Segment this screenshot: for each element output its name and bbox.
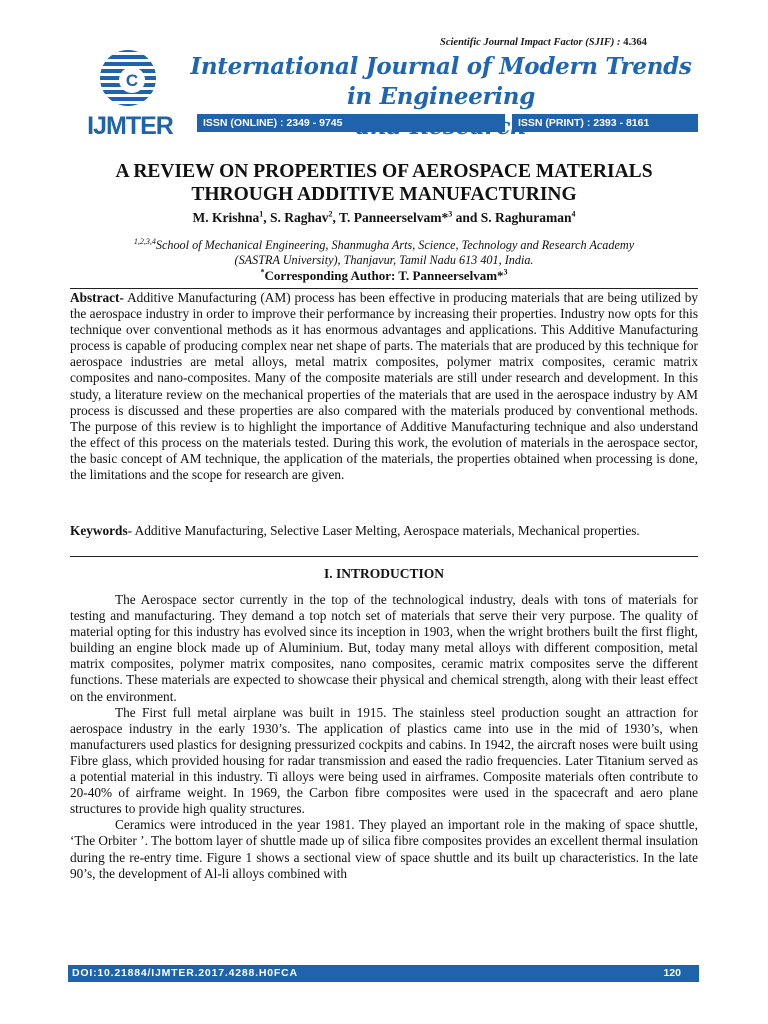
abstract-text: Additive Manufacturing (AM) process has been effective in producing materials that are being utilized by the aerospace industry in order to improve their performance by increasing their properties. Industry now opts for this technique over conventional methods as it has enormous advantages and applications. This Additive Manufacturing process is capable of producing complex near net shape of parts. The materials that are produced by this technique for aerospace industries are metal alloys, metal matrix composites, polymer matrix composites, ceramic matrix composites and nano-composites. Many of the composite materials are still under research and development. In this study, a literature review on the mechanical properties of the materials that are used in the aerospace industry by AM process is discussed and these properties are also compared with the materials produced by conventional methods. The purpose of this review is to highlight the importance of Additive Manufacturing technique and also understand the effect of this process on the materials tested. During this work, the evolution of materials in the aerospace sector, the basic concept of AM technique, the application of the materials, the properties obtained when processing is done, the limitations and the scope for research are given. — [70, 290, 699, 483]
author-name: S. Raghav — [269, 210, 329, 225]
author-sep: , — [332, 210, 339, 225]
affiliation-line1: School of Mechanical Engineering, Shanmugha Arts, Science, Technology and Research Academy — [155, 238, 635, 252]
paper-title-line2: THROUGH ADDITIVE MANUFACTURING — [191, 184, 577, 205]
corresp-text: Corresponding Author: T. Panneerselvam* — [264, 268, 504, 283]
journal-logo — [82, 42, 178, 140]
journal-title-line1: International Journal of Modern Trends in Engineering — [190, 53, 692, 110]
svg-text:C: C — [125, 71, 139, 90]
author-sup: 1 — [259, 209, 264, 219]
impact-label: Scientific Journal Impact Factor (SJIF) : — [440, 37, 621, 48]
globe-icon — [82, 42, 178, 140]
divider — [70, 288, 698, 289]
paragraph: The Aerospace sector currently in the top of the technological industry, deals with tons of materials for testing and manufacturing. They demand a top notch set of materials that serve their very purpose. The quality of material opting for this industry has evolved since its inception in 1903, when the wright brothers built the first flight, building an engine block made up of Aluminium. But, today many metal alloys with different composition, metal matrix composites, polymer matrix composites, nano composites, ceramic matrix composites serve the different functions. These materials are expected to showcase their physical and chemical strength, along with their least effect on the environment. — [70, 592, 698, 704]
page-number: 120 — [663, 967, 681, 979]
corresp-sup-pre: * — [260, 267, 265, 277]
corresponding-author — [70, 268, 698, 284]
issn-online-badge: ISSN (ONLINE) : 2349 - 9745 — [197, 114, 505, 132]
corresp-sup-post: 3 — [503, 267, 508, 277]
keywords-text: - Additive Manufacturing, Selective Laser Melting, Aerospace materials, Mechanical properties. — [127, 523, 640, 538]
author-sep: , — [263, 210, 270, 225]
author-name: S. Raghuraman — [480, 210, 572, 225]
impact-value: 4.364 — [623, 37, 647, 48]
author-name: T. Panneerselvam* — [339, 210, 449, 225]
doi-link[interactable]: DOI:10.21884/IJMTER.2017.4288.H0FCA — [72, 967, 298, 979]
affiliation — [70, 238, 698, 268]
author-sup: 4 — [571, 209, 576, 219]
keywords-label: Keywords — [70, 523, 128, 538]
impact-factor — [440, 37, 647, 48]
footer-bar — [68, 965, 699, 982]
abstract-label: Abstract- — [70, 290, 124, 305]
body-text — [70, 592, 698, 882]
paper-title-line1: A REVIEW ON PROPERTIES OF AEROSPACE MATERIALS — [115, 161, 653, 182]
author-name: M. Krishna — [192, 210, 260, 225]
paragraph: Ceramics were introduced in the year 1981. They played an important role in the making of space shuttle, ‘The Orbiter ’. The bottom layer of shuttle made up of silica fibre composites provides an excellent thermal insulation during the re-entry time. Figure 1 shows a sectional view of space shuttle and its built up characteristics. In the late 90’s, the development of Al-li alloys combined with — [70, 817, 698, 881]
affiliation-line2: (SASTRA University), Thanjavur, Tamil Nadu 613 401, India. — [234, 253, 534, 267]
author-sup: 3 — [448, 209, 453, 219]
issn-print-badge: ISSN (PRINT) : 2393 - 8161 — [512, 114, 698, 132]
logo-wordmark: IJMTER — [87, 112, 173, 140]
author-sup: 2 — [328, 209, 333, 219]
paper-title — [70, 160, 698, 206]
abstract — [70, 290, 698, 483]
affiliation-sup: 1,2,3,4 — [133, 236, 156, 246]
paragraph: The First full metal airplane was built in 1915. The stainless steel production sought an attraction for aerospace industry in the early 1930’s. The application of plastics came into use in the mid of 1930’s, when manufacturers used plastics for designing pressurized cockpits and cabins. In 1942, the aircraft noses were built using Fibre glass, which provided housing for radar transmission and eased the radio frequencies. Later Titanium served as a potential material in this industry. Ti alloys were being used in airframes. Composite materials often contribute to 20-40% of airframe weight. In 1969, the Carbon fibre composites were used in the spacecraft and aero plane structures to provide high quality structures. — [70, 704, 698, 817]
author-sep: and — [452, 210, 481, 225]
divider — [70, 556, 698, 557]
author-list — [70, 210, 698, 226]
keywords — [70, 523, 698, 539]
section-heading: I. INTRODUCTION — [323, 566, 445, 581]
